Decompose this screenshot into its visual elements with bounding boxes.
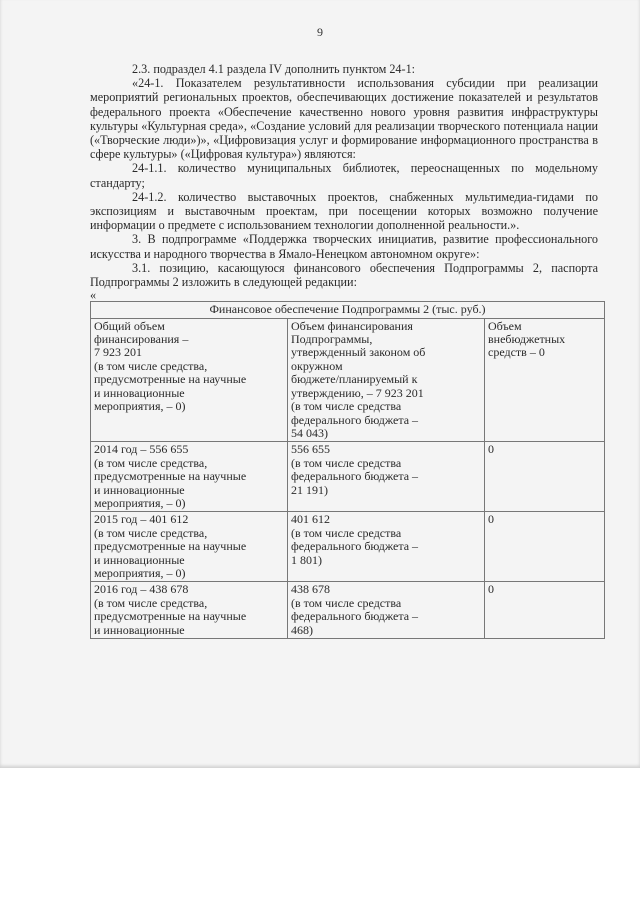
paragraph-24-1-2: 24-1.2. количество выставочных проектов, снабженных мультимедиа-гидами по экспозициям и выставочным проектам, при посещении которых возможно получение информации о предмете с использованием технологии дополненной реальности.». <box>90 189 598 233</box>
year-2014-approved-cell: 556 655 (в том числе средства федерального бюджета – 21 191) <box>288 442 485 512</box>
year-2016-approved-cell: 438 678 (в том числе средства федерального бюджета – 468) <box>288 582 485 639</box>
table-title-row <box>91 302 605 318</box>
year-2014-total-cell: 2014 год – 556 655 (в том числе средства, предусмотренные на научные и инновационные мероприятия, – 0) <box>91 442 288 512</box>
paragraph-3-1: 3.1. позицию, касающуюся финансового обеспечения Подпрограммы 2, паспорта Подпрограммы 2 изложить в следующей редакции: <box>90 260 598 290</box>
year-2015-total-cell: 2015 год – 401 612 (в том числе средства, предусмотренные на научные и инновационные мероприятия, – 0) <box>91 512 288 582</box>
paragraph-3: 3. В подпрограмме «Поддержка творческих инициатив, развитие профессионального искусства и народного творчества в Ямало-Ненецком автономном округе»: <box>90 232 598 261</box>
year-2016-total-cell: 2016 год – 438 678 (в том числе средства, предусмотренные на научные и инновационные <box>91 582 288 639</box>
year-2014-extrabudgetary-cell: 0 <box>485 442 605 512</box>
year-2015-approved-cell: 401 612 (в том числе средства федерального бюджета – 1 801) <box>288 512 485 582</box>
year-2015-extrabudgetary-cell: 0 <box>485 512 605 582</box>
paragraph-24-1: «24-1. Показателем результативности использования субсидии при реализации мероприятий региональных проектов, обеспечивающих достижение показателей и результатов федерального проекта «Обеспечение качественно нового уровня развития инфраструктуры культуры «Культурная среда», «Создание условий для реализации творческого потенциала нации («Творческие люди»)», «Цифровизация услуг и формирование информационного пространства в сфере культуры» («Цифровая культура») являются: <box>90 76 598 162</box>
blank-area-below-scan <box>0 768 640 905</box>
table-title: Финансовое обеспечение Подпрограммы 2 (тыс. руб.) <box>91 302 605 318</box>
table-row <box>91 442 605 512</box>
table-row <box>91 512 605 582</box>
year-2016-extrabudgetary-cell: 0 <box>485 582 605 639</box>
paragraph-24-1-1: 24-1.1. количество муниципальных библиотек, переоснащенных по модельному стандарту; <box>90 161 598 190</box>
financing-table <box>90 301 605 639</box>
page-number: 9 <box>317 25 323 39</box>
table-row <box>91 582 605 639</box>
paragraph-2-3: 2.3. подраздел 4.1 раздела IV дополнить пунктом 24-1: <box>132 62 416 76</box>
document-body <box>90 62 598 639</box>
opening-quote: « <box>90 288 97 303</box>
total-financing-cell: Общий объем финансирования – 7 923 201 (в том числе средства, предусмотренные на научные и инновационные мероприятия, – 0) <box>91 318 288 442</box>
approved-financing-cell: Объем финансирования Подпрограммы, утвержденный законом об окружном бюджете/планируемый к утверждению, – 7 923 201 (в том числе средства федерального бюджета – 54 043) <box>288 318 485 442</box>
table-row <box>91 318 605 442</box>
extrabudgetary-cell: Объем внебюджетных средств – 0 <box>485 318 605 442</box>
